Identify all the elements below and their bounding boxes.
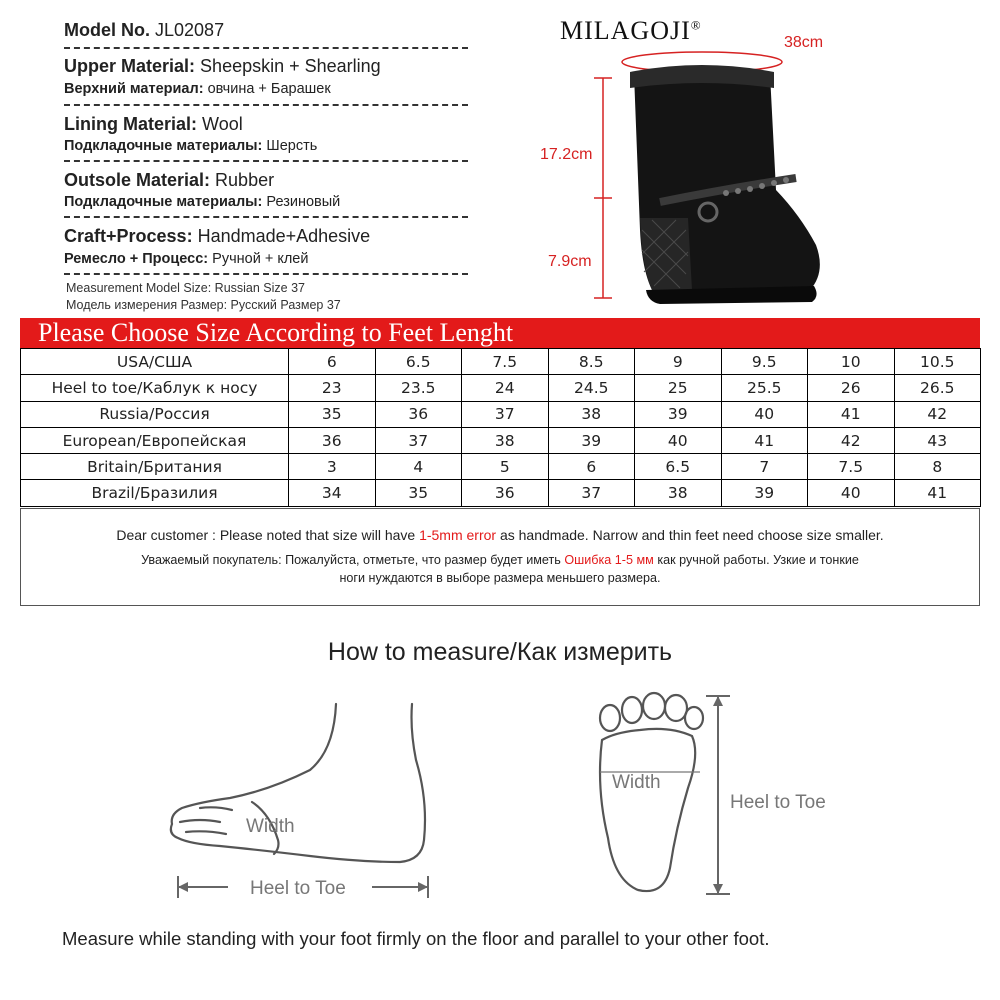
- upper-material-ru-line: [64, 81, 331, 97]
- sole-foot-diagram: [580, 688, 870, 908]
- row-label: USA/США: [21, 349, 289, 375]
- arrow-left-icon: [178, 882, 188, 892]
- upper-material-ru-value: овчина + Барашек: [207, 81, 331, 97]
- table-cell: 6.5: [375, 349, 462, 375]
- outsole-material-value: Rubber: [215, 170, 275, 190]
- table-cell: 41: [894, 480, 981, 506]
- table-cell: 40: [808, 480, 895, 506]
- table-cell: 36: [375, 401, 462, 427]
- table-cell: 6: [289, 349, 376, 375]
- table-cell: 6: [548, 454, 635, 480]
- table-cell: 26.5: [894, 375, 981, 401]
- notice-en-text-end: as handmade. Narrow and thin feet need choose size smaller.: [496, 527, 884, 543]
- table-row: [21, 349, 981, 375]
- divider: [64, 273, 468, 275]
- side-foot-diagram: [160, 690, 450, 910]
- table-cell: 7.5: [462, 349, 549, 375]
- notice-russian-line1: [21, 553, 979, 567]
- table-cell: 41: [808, 401, 895, 427]
- table-cell: 3: [289, 454, 376, 480]
- craft-process-value: Handmade+Adhesive: [197, 226, 371, 246]
- table-cell: 42: [808, 427, 895, 453]
- arrow-down-icon: [713, 884, 723, 894]
- outsole-material-ru-value: Резиновый: [266, 194, 341, 210]
- side-foot-outline: [171, 704, 425, 862]
- side-width-label: Width: [246, 816, 295, 837]
- table-cell: 40: [721, 401, 808, 427]
- table-cell: 39: [548, 427, 635, 453]
- craft-process-label: Craft+Process:: [64, 226, 193, 246]
- table-cell: 38: [635, 480, 722, 506]
- table-cell: 9.5: [721, 349, 808, 375]
- table-cell: 23.5: [375, 375, 462, 401]
- measurement-model-size-en: Measurement Model Size: Russian Size 37: [66, 281, 306, 295]
- table-cell: 25: [635, 375, 722, 401]
- upper-material-value: Sheepskin + Shearling: [200, 56, 381, 76]
- size-chart-table: [20, 348, 981, 507]
- arrow-up-icon: [713, 696, 723, 706]
- notice-ru-error-highlight: Ошибка 1-5 мм: [564, 553, 654, 567]
- upper-material-label: Upper Material:: [64, 56, 196, 76]
- measure-instruction: Measure while standing with your foot firmly on the floor and parallel to your other foot.: [62, 928, 770, 949]
- table-cell: 35: [375, 480, 462, 506]
- divider: [64, 216, 468, 218]
- table-cell: 37: [548, 480, 635, 506]
- table-cell: 39: [635, 401, 722, 427]
- table-cell: 37: [375, 427, 462, 453]
- lining-material-line: [64, 114, 243, 135]
- side-length-label: Heel to Toe: [250, 878, 346, 899]
- arrow-right-icon: [418, 882, 428, 892]
- table-cell: 39: [721, 480, 808, 506]
- row-label: Heel to toe/Каблук к носу: [21, 375, 289, 401]
- size-banner: Please Choose Size According to Feet Lenght: [20, 318, 980, 348]
- outsole-material-label: Outsole Material:: [64, 170, 211, 190]
- table-cell: 7.5: [808, 454, 895, 480]
- table-cell: 5: [462, 454, 549, 480]
- divider: [64, 160, 468, 162]
- model-number-value: JL02087: [155, 20, 225, 40]
- table-cell: 25.5: [721, 375, 808, 401]
- table-cell: 38: [548, 401, 635, 427]
- notice-en-text: Dear customer : Please noted that size will have: [116, 527, 420, 543]
- circumference-label: 38cm: [784, 34, 824, 51]
- table-cell: 8: [894, 454, 981, 480]
- divider: [64, 47, 468, 49]
- table-cell: 8.5: [548, 349, 635, 375]
- table-cell: 9: [635, 349, 722, 375]
- table-cell: 26: [808, 375, 895, 401]
- table-cell: 41: [721, 427, 808, 453]
- upper-material-ru-label: Верхний материал:: [64, 81, 204, 97]
- lining-material-ru-label: Подкладочные материалы:: [64, 138, 263, 154]
- table-cell: 42: [894, 401, 981, 427]
- lining-material-label: Lining Material:: [64, 114, 198, 134]
- table-cell: 36: [462, 480, 549, 506]
- row-label: Britain/Британия: [21, 454, 289, 480]
- table-cell: 4: [375, 454, 462, 480]
- how-to-measure-title: How to measure/Как измерить: [327, 638, 673, 666]
- shaft-height-label: 17.2cm: [540, 146, 593, 163]
- upper-material-line: [64, 56, 381, 77]
- table-cell: 24.5: [548, 375, 635, 401]
- table-cell: 38: [462, 427, 549, 453]
- table-cell: 36: [289, 427, 376, 453]
- brand-name: MILAGOJI: [560, 16, 691, 45]
- heel-height-label: 7.9cm: [548, 253, 592, 270]
- craft-process-ru-line: [64, 251, 308, 267]
- model-number-line: [64, 20, 224, 41]
- table-row: [21, 401, 981, 427]
- table-cell: 23: [289, 375, 376, 401]
- sole-length-label: Heel to Toe: [730, 792, 826, 813]
- craft-process-ru-value: Ручной + клей: [212, 251, 309, 267]
- table-cell: 7: [721, 454, 808, 480]
- divider: [64, 104, 468, 106]
- sole-width-label: Width: [612, 772, 661, 793]
- boot-illustration: [590, 40, 930, 310]
- notice-russian-line2: ноги нуждаются в выборе размера меньшего размера.: [339, 571, 661, 585]
- craft-process-ru-label: Ремесло + Процесс:: [64, 251, 209, 267]
- notice-english: [21, 527, 979, 543]
- notice-ru-text-end: как ручной работы. Узкие и тонкие: [653, 553, 859, 567]
- row-label: European/Европейская: [21, 427, 289, 453]
- table-row: [21, 480, 981, 506]
- table-cell: 10.5: [894, 349, 981, 375]
- table-cell: 34: [289, 480, 376, 506]
- model-number-label: Model No.: [64, 20, 150, 40]
- notice-ru-text: Уважаемый покупатель: Пожалуйста, отметьте, что размер будет иметь: [141, 553, 565, 567]
- notice-en-error-highlight: 1-5mm error: [419, 527, 497, 543]
- table-row: [21, 454, 981, 480]
- table-cell: 10: [808, 349, 895, 375]
- table-cell: 6.5: [635, 454, 722, 480]
- measurement-model-size-ru: Модель измерения Размер: Русский Размер 37: [66, 298, 341, 312]
- table-cell: 35: [289, 401, 376, 427]
- outsole-material-ru-label: Подкладочные материалы:: [64, 194, 263, 210]
- table-row: [21, 375, 981, 401]
- table-cell: 40: [635, 427, 722, 453]
- row-label: Brazil/Бразилия: [21, 480, 289, 506]
- registered-mark: ®: [690, 17, 702, 33]
- table-row: [21, 427, 981, 453]
- row-label: Russia/Россия: [21, 401, 289, 427]
- table-cell: 43: [894, 427, 981, 453]
- table-cell: 24: [462, 375, 549, 401]
- outsole-material-line: [64, 170, 274, 191]
- outsole-material-ru-line: [64, 194, 340, 210]
- craft-process-line: [64, 226, 370, 247]
- handmade-notice-box: [20, 508, 980, 606]
- lining-material-ru-value: Шерсть: [266, 138, 318, 154]
- lining-material-ru-line: [64, 138, 317, 154]
- table-cell: 37: [462, 401, 549, 427]
- lining-material-value: Wool: [202, 114, 243, 134]
